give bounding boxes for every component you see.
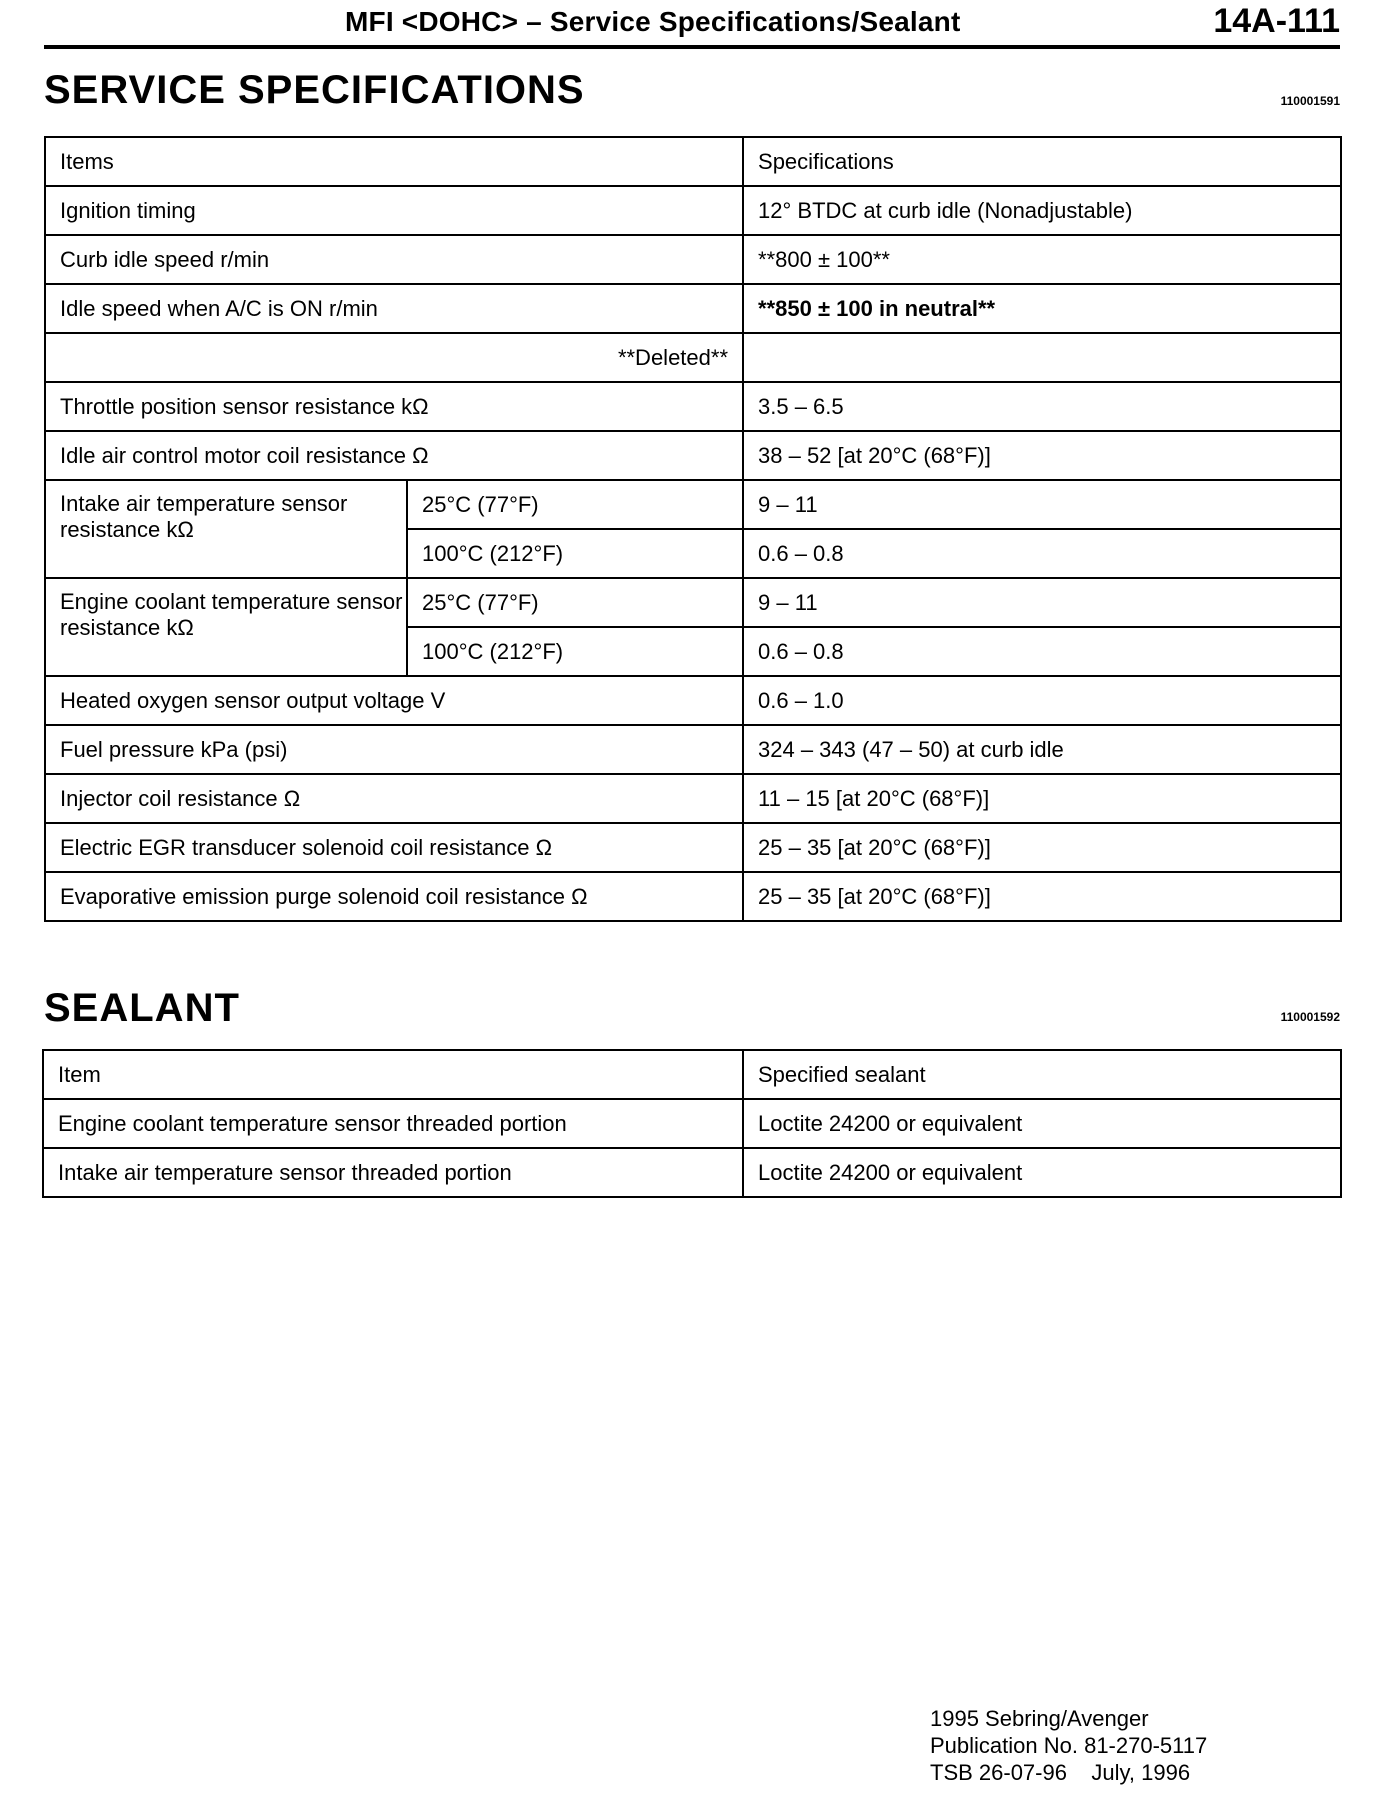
footer-tsb: TSB 26-07-96 July, 1996 — [930, 1760, 1191, 1785]
footer-publication-number: Publication No. 81-270-5117 — [930, 1733, 1208, 1758]
col-header-specified-sealant: Specified sealant — [743, 1050, 1341, 1099]
row-spec: 38 – 52 [at 20°C (68°F)] — [743, 431, 1341, 480]
table-row — [45, 823, 1341, 872]
row-item: Curb idle speed r/min — [45, 235, 743, 284]
ect-sensor-item: Engine coolant temperature sensor resistance kΩ — [45, 578, 407, 676]
table-header-row — [45, 137, 1341, 186]
row-spec: **800 ± 100** — [743, 235, 1341, 284]
row-item: Fuel pressure kPa (psi) — [45, 725, 743, 774]
table-header-row — [43, 1050, 1341, 1099]
page-header-title: MFI <DOHC> – Service Specifications/Sealant — [345, 6, 961, 37]
iat-spec-100c: 0.6 – 0.8 — [743, 529, 1341, 578]
row-item: Evaporative emission purge solenoid coil resistance Ω — [45, 872, 743, 921]
table-row — [45, 431, 1341, 480]
row-item: Injector coil resistance Ω — [45, 774, 743, 823]
row-spec: **850 ± 100 in neutral** — [743, 284, 1341, 333]
row-item: Idle speed when A/C is ON r/min — [45, 284, 743, 333]
col-header-specifications: Specifications — [743, 137, 1341, 186]
ect-condition-100c: 100°C (212°F) — [407, 627, 743, 676]
table-row — [45, 725, 1341, 774]
row-spec: Loctite 24200 or equivalent — [743, 1099, 1341, 1148]
row-item: Throttle position sensor resistance kΩ — [45, 382, 743, 431]
col-header-item: Item — [43, 1050, 743, 1099]
row-item: Heated oxygen sensor output voltage V — [45, 676, 743, 725]
row-spec: 25 – 35 [at 20°C (68°F)] — [743, 872, 1341, 921]
publication-footer — [930, 1705, 1207, 1786]
ect-spec-100c: 0.6 – 0.8 — [743, 627, 1341, 676]
row-spec: 3.5 – 6.5 — [743, 382, 1341, 431]
ect-condition-25c: 25°C (77°F) — [407, 578, 743, 627]
table-row — [43, 1099, 1341, 1148]
table-row-deleted — [45, 333, 1341, 382]
row-item-deleted: **Deleted** — [45, 333, 743, 382]
col-header-items: Items — [45, 137, 743, 186]
row-spec: 12° BTDC at curb idle (Nonadjustable) — [743, 186, 1341, 235]
table-row — [45, 186, 1341, 235]
ect-spec-25c: 9 – 11 — [743, 578, 1341, 627]
row-spec: 11 – 15 [at 20°C (68°F)] — [743, 774, 1341, 823]
header-divider — [44, 45, 1340, 49]
table-row — [43, 1148, 1341, 1197]
row-item: Electric EGR transducer solenoid coil resistance Ω — [45, 823, 743, 872]
table-row — [45, 284, 1341, 333]
iat-sensor-item: Intake air temperature sensor resistance kΩ — [45, 480, 407, 578]
table-row — [45, 774, 1341, 823]
row-item: Intake air temperature sensor threaded portion — [43, 1148, 743, 1197]
iat-condition-25c: 25°C (77°F) — [407, 480, 743, 529]
row-item: Engine coolant temperature sensor threaded portion — [43, 1099, 743, 1148]
service-specifications-code: 110001591 — [1280, 94, 1340, 108]
sealant-title: SEALANT — [44, 986, 240, 1030]
service-specifications-table — [44, 136, 1342, 922]
page-number: 14A-111 — [1213, 2, 1340, 40]
sealant-table — [42, 1049, 1342, 1198]
footer-model: 1995 Sebring/Avenger — [930, 1706, 1149, 1731]
iat-spec-25c: 9 – 11 — [743, 480, 1341, 529]
table-row — [45, 480, 1341, 529]
sealant-code: 110001592 — [1280, 1010, 1340, 1024]
table-row — [45, 676, 1341, 725]
iat-condition-100c: 100°C (212°F) — [407, 529, 743, 578]
table-row — [45, 235, 1341, 284]
row-item: Ignition timing — [45, 186, 743, 235]
row-spec: Loctite 24200 or equivalent — [743, 1148, 1341, 1197]
service-specifications-title: SERVICE SPECIFICATIONS — [44, 68, 585, 112]
row-spec: 0.6 – 1.0 — [743, 676, 1341, 725]
table-row — [45, 872, 1341, 921]
row-spec — [743, 333, 1341, 382]
row-item: Idle air control motor coil resistance Ω — [45, 431, 743, 480]
row-spec: 324 – 343 (47 – 50) at curb idle — [743, 725, 1341, 774]
table-row — [45, 578, 1341, 627]
row-spec: 25 – 35 [at 20°C (68°F)] — [743, 823, 1341, 872]
table-row — [45, 382, 1341, 431]
